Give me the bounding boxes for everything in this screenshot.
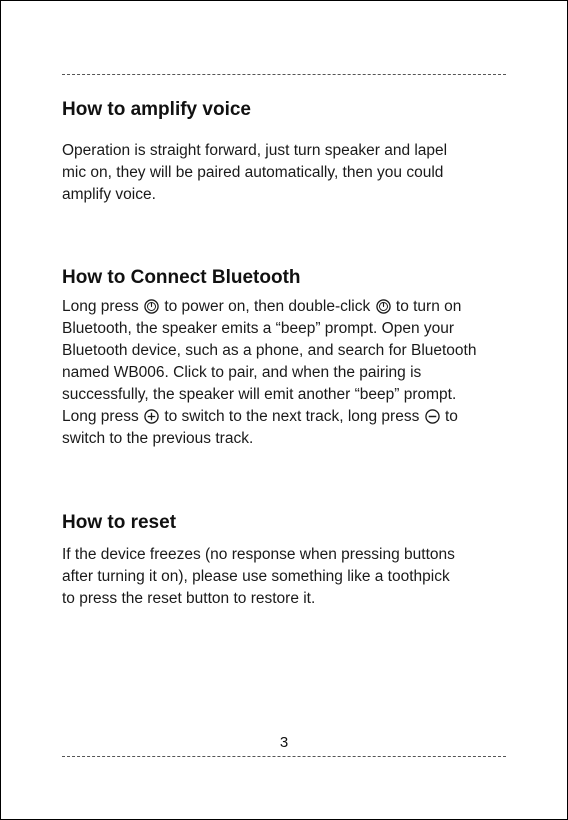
- bottom-dashed-divider: [62, 756, 506, 757]
- amplify-voice-paragraph: [62, 140, 517, 206]
- section-title-connect-bluetooth: How to Connect Bluetooth: [62, 267, 301, 288]
- minus-circle-icon: [425, 409, 440, 424]
- text-line: Bluetooth device, such as a phone, and search for Bluetooth: [62, 342, 477, 359]
- text-line: amplify voice.: [62, 186, 156, 203]
- section-title-amplify-voice: How to amplify voice: [62, 99, 251, 120]
- text-line: [62, 296, 517, 318]
- text-line: switch to the previous track.: [62, 430, 254, 447]
- text-fragment: Long press: [62, 408, 139, 425]
- text-line: Operation is straight forward, just turn speaker and lapel: [62, 142, 448, 159]
- power-icon: [144, 299, 159, 314]
- text-fragment: to switch to the next track, long press: [164, 408, 420, 425]
- text-line: to press the reset button to restore it.: [62, 590, 316, 607]
- page-number: 3: [279, 734, 289, 751]
- text-fragment: to turn on: [395, 298, 462, 315]
- text-fragment: Long press: [62, 298, 139, 315]
- connect-bluetooth-paragraph: [62, 296, 517, 450]
- text-line: mic on, they will be paired automatically, then you could: [62, 164, 444, 181]
- section-title-reset: How to reset: [62, 512, 177, 533]
- text-line: If the device freezes (no response when pressing buttons: [62, 546, 455, 563]
- text-line: named WB006. Click to pair, and when the pairing is: [62, 364, 422, 381]
- text-fragment: to power on, then double-click: [164, 298, 371, 315]
- top-dashed-divider: [62, 74, 506, 75]
- reset-paragraph: [62, 544, 517, 610]
- plus-circle-icon: [144, 409, 159, 424]
- text-line: Bluetooth, the speaker emits a “beep” prompt. Open your: [62, 320, 455, 337]
- text-fragment: to: [444, 408, 458, 425]
- power-icon: [376, 299, 391, 314]
- text-line: after turning it on), please use something like a toothpick: [62, 568, 450, 585]
- text-line: [62, 406, 517, 428]
- text-line: successfully, the speaker will emit another “beep” prompt.: [62, 386, 457, 403]
